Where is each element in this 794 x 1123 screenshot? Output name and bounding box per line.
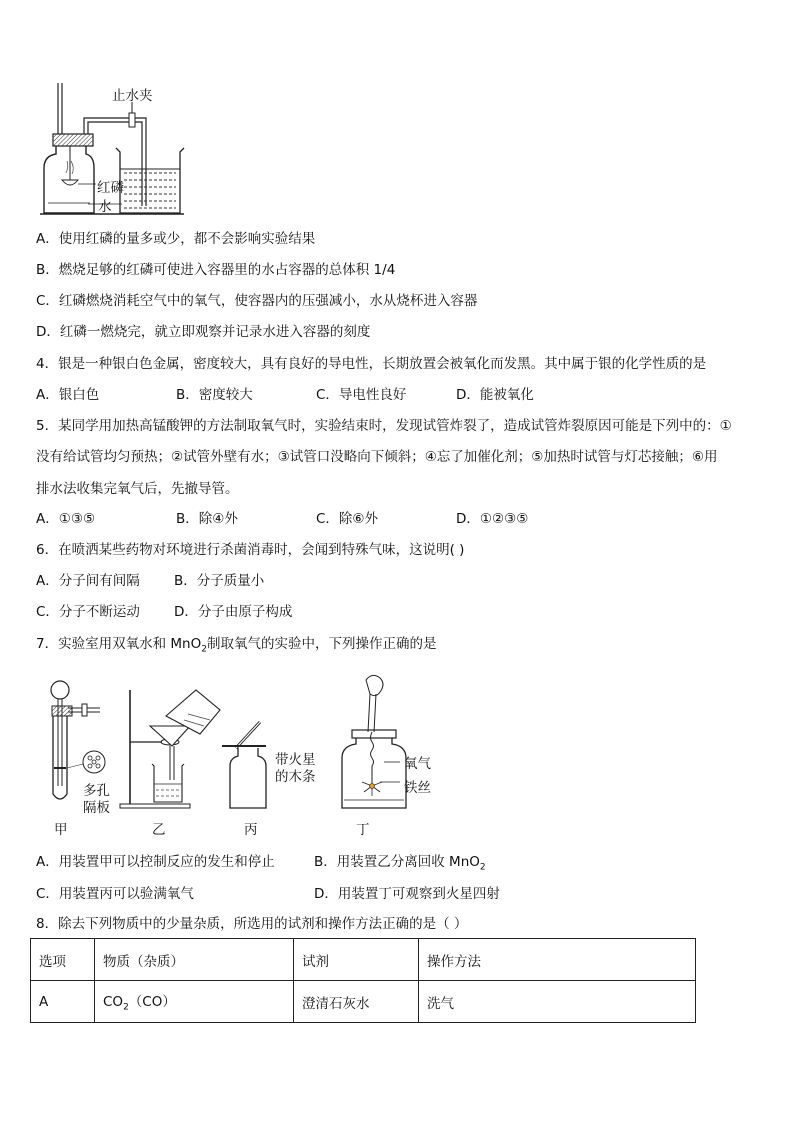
q6-option-d: D．分子由原子构成	[174, 604, 293, 620]
q5-stem-line3: 排水法收集完氧气后，先撤导管。	[36, 481, 239, 497]
q4-option-d: D．能被氧化	[456, 387, 534, 403]
caption-ding: 丁	[356, 822, 370, 838]
q5-option-a: A．①③⑤	[36, 511, 96, 527]
q7-option-a: A．用装置甲可以控制反应的发生和停止	[36, 854, 275, 870]
apparatus-bing-figure	[220, 718, 280, 812]
q7-stem: 7．实验室用双氧水和 MnO$_2$制取氧气的实验中，下列操作正确的是	[36, 636, 437, 655]
q3-option-a: A．使用红磷的量多或少，都不会影响实验结果	[36, 231, 316, 247]
cell-option: A	[31, 981, 95, 1023]
splint-label-2: 的木条	[275, 769, 316, 785]
cell-substance: $CO_2(CO)$	[95, 981, 294, 1023]
q5-options	[36, 509, 528, 529]
q5-option-c: C．除⑥外	[316, 511, 379, 527]
q7-option-b: B．用装置乙分离回收 MnO$_2$	[314, 854, 486, 873]
q4-options	[36, 385, 534, 405]
q6-option-c: C．分子不断运动	[36, 604, 140, 620]
cell-reagent: 澄清石灰水	[294, 981, 419, 1023]
header-option: 选项	[31, 939, 95, 981]
q6-stem: 6．在喷洒某些药物对环境进行杀菌消毒时，会闻到特殊气味，这说明( )	[36, 542, 465, 558]
q5-option-b: B．除④外	[176, 511, 238, 527]
table-header-row	[31, 939, 696, 981]
q7-options-row2	[36, 884, 500, 904]
table-row	[31, 981, 696, 1023]
water-label: 水	[98, 199, 112, 215]
oxygen-label: 氧气	[404, 756, 431, 772]
header-method: 操作方法	[419, 939, 696, 981]
q7-option-d: D．用装置丁可观察到火星四射	[314, 886, 500, 902]
iron-wire-label: 铁丝	[404, 780, 431, 796]
caption-jia: 甲	[54, 822, 68, 838]
q7-options-row1	[36, 852, 486, 878]
q3-option-d: D．红磷一燃烧完，就立即观察并记录水进入容器的刻度	[36, 324, 371, 340]
q4-option-b: B．密度较大	[176, 387, 253, 403]
caption-yi: 乙	[152, 822, 166, 838]
q8-stem: 8．除去下列物质中的少量杂质，所选用的试剂和操作方法正确的是（ ）	[36, 916, 468, 932]
q6-option-a: A．分子间有间隔	[36, 573, 140, 589]
q6-options-row1	[36, 571, 264, 591]
q4-option-c: C．导电性良好	[316, 387, 407, 403]
q7-option-c: C．用装置丙可以验满氧气	[36, 886, 194, 902]
header-substance: 物质（杂质）	[95, 939, 294, 981]
q6-option-b: B．分子质量小	[174, 573, 265, 589]
q3-option-c: C．红磷燃烧消耗空气中的氧气，使容器内的压强减小，水从烧杯进入容器	[36, 293, 478, 309]
q4-option-a: A．银白色	[36, 387, 100, 403]
q8-table	[30, 938, 696, 1023]
header-reagent: 试剂	[294, 939, 419, 981]
cell-method: 洗气	[419, 981, 696, 1023]
q3-option-b: B．燃烧足够的红磷可使进入容器里的水占容器的总体积 1/4	[36, 262, 396, 278]
caption-bing: 丙	[244, 822, 258, 838]
porous-plate-label-1: 多孔	[83, 783, 110, 799]
q6-options-row2	[36, 602, 292, 622]
clamp-label: 止水夹	[112, 88, 153, 104]
red-phosphorus-label: 红磷	[97, 180, 124, 196]
q5-option-d: D．①②③⑤	[456, 511, 529, 527]
q4-stem: 4．银是一种银白色金属，密度较大，具有良好的导电性，长期放置会被氧化而发黑。其中属于银的化学性质的是	[36, 356, 707, 372]
apparatus-yi-figure	[118, 680, 228, 810]
q5-stem-line2: 没有给试管均匀预热；②试管外壁有水；③试管口没略向下倾斜；④忘了加催化剂；⑤加热时试管与灯芯接触；⑥用	[36, 449, 718, 465]
porous-plate-label-2: 隔板	[83, 800, 110, 816]
splint-label-1: 带火星	[275, 752, 316, 768]
q5-stem-line1: 5．某同学用加热高锰酸钾的方法制取氧气时，实验结束时，发现试管炸裂了，造成试管炸裂原因可能是下列中的：①	[36, 418, 732, 434]
